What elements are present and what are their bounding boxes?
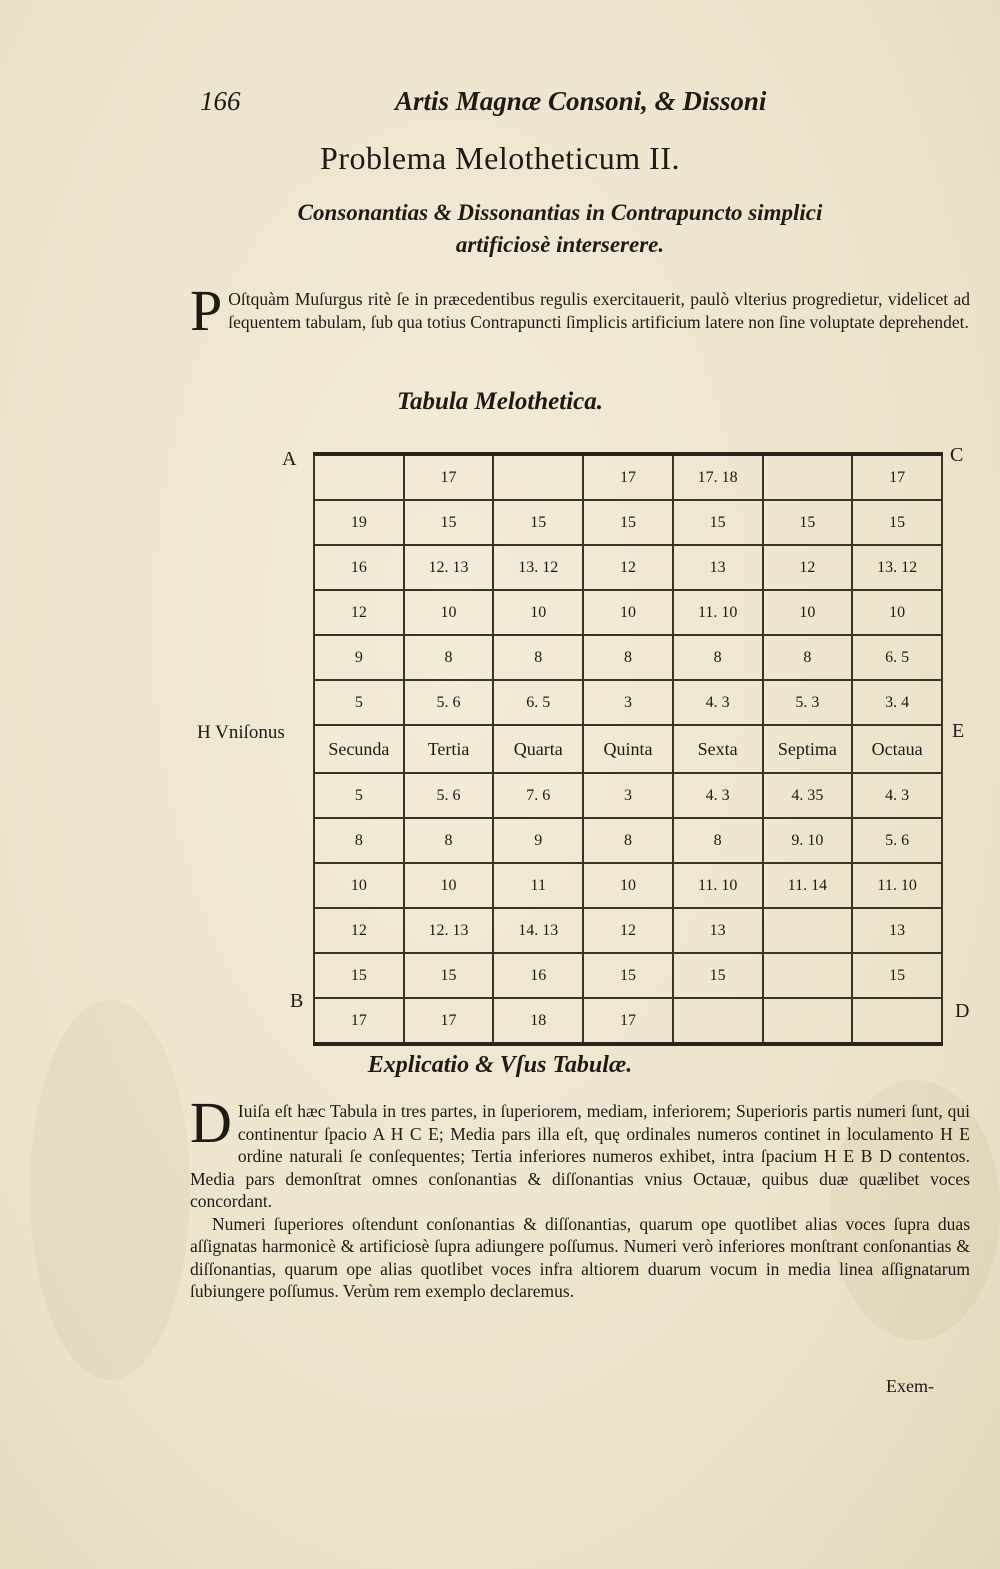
table-cell: 8 (763, 635, 853, 680)
catchword: Exem- (886, 1376, 934, 1396)
table-cell: 16 (493, 953, 583, 998)
table-cell: 17 (583, 454, 673, 500)
table-cell: 9 (314, 635, 404, 680)
table-cell: 13. 12 (852, 545, 942, 590)
ordinal-row (314, 725, 942, 773)
table-cell: 11. 14 (763, 863, 853, 908)
table-row (314, 680, 942, 725)
table-cell: 10 (763, 590, 853, 635)
table-cell: 10 (314, 863, 404, 908)
explicatio-drop-cap: D (190, 1090, 232, 1155)
table-cell (314, 454, 404, 500)
table-cell: 10 (404, 863, 494, 908)
table-cell: 8 (583, 635, 673, 680)
table-cell: 15 (852, 953, 942, 998)
ordinal-cell: Sexta (673, 725, 763, 773)
table-cell: 3 (583, 773, 673, 818)
table-cell: 15 (852, 500, 942, 545)
explicatio-paragraph (190, 1090, 970, 1303)
table-cell: 17 (404, 454, 494, 500)
table-row (314, 500, 942, 545)
table-row (314, 545, 942, 590)
table-cell: 3. 4 (852, 680, 942, 725)
table-cell: 19 (314, 500, 404, 545)
table-cell: 8 (583, 818, 673, 863)
table-title: Tabula Melothetica. (396, 388, 604, 415)
table-cell: 12. 13 (404, 908, 494, 953)
table-cell (763, 998, 853, 1044)
table-cell: 8 (673, 635, 763, 680)
table-cell: 15 (404, 953, 494, 998)
ordinal-cell: Octaua (852, 725, 942, 773)
table-cell: 15 (673, 953, 763, 998)
ordinal-cell: Quarta (493, 725, 583, 773)
table-cell: 8 (314, 818, 404, 863)
table-cell: 15 (583, 500, 673, 545)
table-cell: 9. 10 (763, 818, 853, 863)
table-cell: 4. 3 (673, 773, 763, 818)
table-cell: 15 (493, 500, 583, 545)
table-cell: 17 (314, 998, 404, 1044)
explicatio-title: Explicatio & Vſus Tabulæ. (367, 1052, 633, 1078)
table-cell: 10 (583, 590, 673, 635)
subtitle-line-2: artificiosè interserere. (455, 232, 665, 257)
table-row (314, 908, 942, 953)
table-cell: 11. 10 (852, 863, 942, 908)
explicatio-text-2: Numeri ſuperiores oſtendunt conſonantias & diſſonantias, quarum ope quotlibet alias voces ſupra duas aſſignatas harmonicè & artificiosè ſupra adiungere poſſumus. Numeri verò inferiores monſtrant conſonantias & diſſonantias, quarum ope alias quotlibet voces infra altiorem duarum vocum in media linea aſſignatarum ſubiungere poſſumus. Verùm rem exemplo declaremus. (190, 1213, 970, 1301)
running-head (200, 86, 820, 122)
unisonus-label: H Vniſonus (197, 722, 285, 743)
table-row (314, 590, 942, 635)
table-cell: 12 (583, 545, 673, 590)
table-cell: 15 (763, 500, 853, 545)
corner-label-a: A (282, 448, 297, 470)
table-cell: 8 (493, 635, 583, 680)
table-row (314, 818, 942, 863)
table-cell: 17. 18 (673, 454, 763, 500)
table-cell: 8 (673, 818, 763, 863)
table-row (314, 998, 942, 1044)
table-cell: 12 (314, 590, 404, 635)
corner-label-d: D (955, 1000, 970, 1022)
subtitle-line-1: Consonantias & Dissonantias in Contrapuncto simplici (297, 200, 823, 225)
table-cell: 16 (314, 545, 404, 590)
table-cell (493, 454, 583, 500)
table-cell: 3 (583, 680, 673, 725)
table-cell: 10 (852, 590, 942, 635)
table-cell: 8 (404, 635, 494, 680)
table-cell: 10 (583, 863, 673, 908)
table-cell: 8 (404, 818, 494, 863)
table-row (314, 773, 942, 818)
table-cell: 4. 3 (852, 773, 942, 818)
table-row (314, 454, 942, 500)
table-cell (763, 908, 853, 953)
ordinal-cell: Secunda (314, 725, 404, 773)
intro-text: Oſtquàm Muſurgus ritè ſe in præcedentibus regulis exercitauerit, paulò vlterius progredietur, videlicet ad ſequentem tabulam, ſub qua totius Contrapuncti ſimplicis artificium latere non ſine voluptate deprehendet. (228, 289, 970, 332)
table-cell: 6. 5 (852, 635, 942, 680)
table-cell: 5 (314, 773, 404, 818)
table-row (314, 635, 942, 680)
corner-label-c: C (950, 444, 964, 466)
table-cell (763, 953, 853, 998)
table-cell: 15 (673, 500, 763, 545)
table-cell: 11. 10 (673, 590, 763, 635)
table-cell: 5. 6 (404, 680, 494, 725)
running-title: Artis Magnæ Consoni, & Dissoni (395, 86, 767, 116)
intro-drop-cap: P (190, 278, 223, 343)
table-cell: 11 (493, 863, 583, 908)
table-cell: 17 (583, 998, 673, 1044)
intro-paragraph (190, 278, 970, 343)
table-cell: 17 (404, 998, 494, 1044)
table-cell: 5. 6 (852, 818, 942, 863)
table-cell: 12 (763, 545, 853, 590)
table-row (314, 863, 942, 908)
table-cell: 10 (404, 590, 494, 635)
ordinal-cell: Septima (763, 725, 853, 773)
table-cell: 12. 13 (404, 545, 494, 590)
table-cell: 11. 10 (673, 863, 763, 908)
ordinal-cell: Tertia (404, 725, 494, 773)
ordinal-cell: Quinta (583, 725, 673, 773)
corner-label-b: B (290, 990, 304, 1012)
table-cell: 15 (404, 500, 494, 545)
table-cell: 14. 13 (493, 908, 583, 953)
table-cell: 6. 5 (493, 680, 583, 725)
page-number: 166 (200, 86, 241, 116)
table-cell (673, 998, 763, 1044)
table-cell: 4. 3 (673, 680, 763, 725)
problem-title: Problema Melotheticum II. (320, 140, 680, 176)
table-cell: 12 (314, 908, 404, 953)
melothetic-table (313, 452, 943, 1046)
table-cell: 13 (852, 908, 942, 953)
table-cell: 9 (493, 818, 583, 863)
table-row (314, 953, 942, 998)
table-cell: 10 (493, 590, 583, 635)
table-cell: 18 (493, 998, 583, 1044)
table-cell: 15 (583, 953, 673, 998)
table-cell: 7. 6 (493, 773, 583, 818)
table-cell (763, 454, 853, 500)
table-cell: 5. 3 (763, 680, 853, 725)
explicatio-text-1: Iuiſa eſt hæc Tabula in tres partes, in ſuperiorem, mediam, inferiorem; Superioris partis numeri ſunt, qui continentur ſpacio A H C E; Media pars illa eſt, quę ordinales numeros continet in loculamento H E ordine naturali ſe conſequentes; Tertia inferiores numeros exhibet, intra ſpacium H E B D contentos. Media pars demonſtrat omnes conſonantias & diſſonantias vnius Octauæ, quibus duæ quælibet voces concordant. (190, 1101, 970, 1211)
table-cell: 4. 35 (763, 773, 853, 818)
table-cell: 5 (314, 680, 404, 725)
table-cell (852, 998, 942, 1044)
table-cell: 12 (583, 908, 673, 953)
table-cell: 13 (673, 908, 763, 953)
table-cell: 15 (314, 953, 404, 998)
table-cell: 5. 6 (404, 773, 494, 818)
corner-label-e: E (952, 720, 965, 742)
table-cell: 17 (852, 454, 942, 500)
table-cell: 13 (673, 545, 763, 590)
table-cell: 13. 12 (493, 545, 583, 590)
